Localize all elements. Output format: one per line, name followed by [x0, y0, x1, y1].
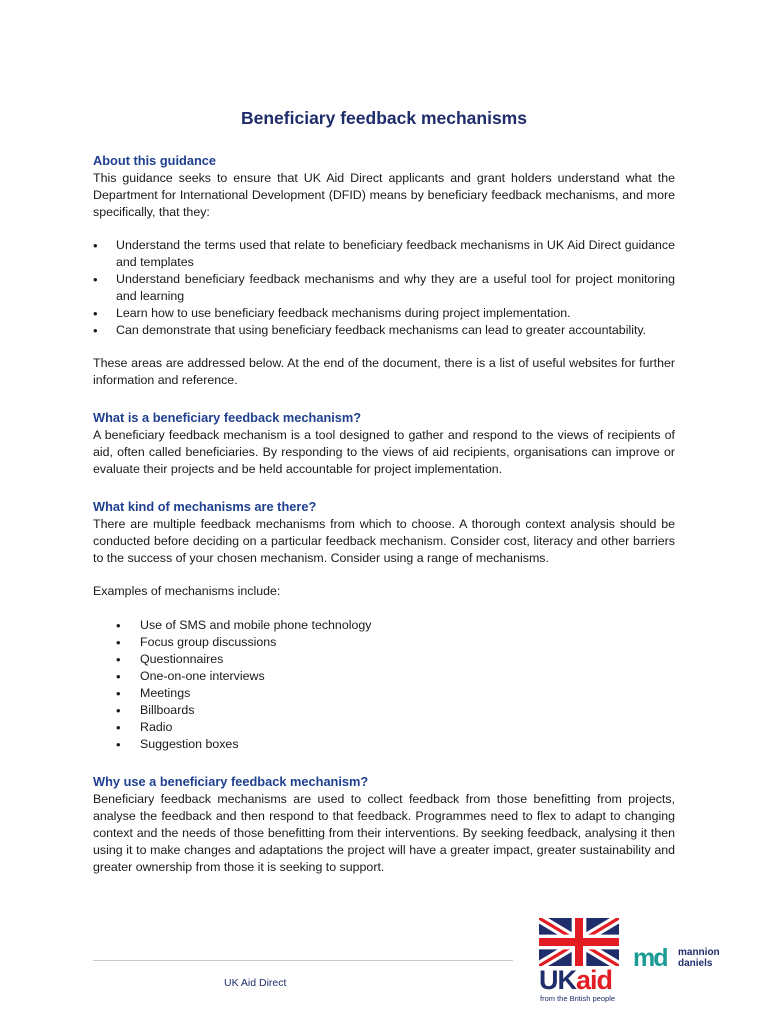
list-item: • One-on-one interviews	[93, 668, 675, 685]
about-bullet-list	[93, 237, 675, 339]
about-intro: This guidance seeks to ensure that UK Aid Direct applicants and grant holders understand what the Department for International Development (DFID) means by beneficiary feedback mechanisms, and more specifically, that they:	[93, 171, 675, 219]
section-heading-why: Why use a beneficiary feedback mechanism?	[93, 774, 369, 789]
footer-divider	[93, 960, 513, 961]
kinds-body: There are multiple feedback mechanisms from which to choose. A thorough context analysis should be conducted before deciding on a particular feedback mechanism. Consider cost, literacy and other barriers to the success of your chosen mechanism. Consider using a range of mechanisms.	[93, 517, 675, 565]
examples-intro: Examples of mechanisms include:	[93, 584, 281, 598]
list-item: • Focus group discussions	[93, 634, 675, 651]
mannion-daniels-logo	[633, 944, 743, 974]
list-item: • Learn how to use beneficiary feedback mechanisms during project implementation.	[93, 305, 675, 322]
what-is-body: A beneficiary feedback mechanism is a tool designed to gather and respond to the views of recipients of aid, often called beneficiaries. By responding to the views of aid recipients, organisations can improve or evaluate their projects and be held accountable for project implementation.	[93, 428, 675, 476]
ukaid-tagline: from the British people	[540, 994, 616, 1003]
list-item: • Radio	[93, 719, 675, 736]
list-item: • Understand beneficiary feedback mechanisms and why they are a useful tool for project monitoring and learning	[93, 271, 675, 305]
list-item: • Billboards	[93, 702, 675, 719]
list-item: • Suggestion boxes	[93, 736, 675, 753]
list-item: • Use of SMS and mobile phone technology	[93, 617, 675, 634]
examples-bullet-list	[93, 617, 675, 753]
list-item: • Questionnaires	[93, 651, 675, 668]
md-wordmark: mannion daniels	[678, 947, 720, 969]
section-heading-what-is: What is a beneficiary feedback mechanism?	[93, 410, 362, 425]
list-item: • Can demonstrate that using beneficiary feedback mechanisms can lead to greater accountability.	[93, 322, 675, 339]
footer-text: UK Aid Direct	[224, 977, 287, 989]
document-title: Beneficiary feedback mechanisms	[241, 108, 527, 128]
document-body	[93, 152, 675, 876]
why-body: Beneficiary feedback mechanisms are used to collect feedback from those benefitting from projects, analyse the feedback and then respond to that feedback. Programmes need to flex to adapt to changing context and the needs of those benefitting from their interventions. By seeking feedback, analysing it then using it to make changes and adaptations the project will have a greater impact, greater sustainability and greater ownership from those it is seeking to support.	[93, 792, 675, 874]
ukaid-wordmark: UKaid	[539, 965, 613, 995]
md-mark-icon: md	[633, 944, 667, 972]
section-heading-about: About this guidance	[93, 153, 216, 168]
section-heading-kinds: What kind of mechanisms are there?	[93, 499, 317, 514]
about-outro: These areas are addressed below. At the end of the document, there is a list of useful websites for further information and reference.	[93, 356, 675, 387]
ukaid-logo	[539, 918, 621, 1003]
list-item: • Understand the terms used that relate to beneficiary feedback mechanisms in UK Aid Direct guidance and templates	[93, 237, 675, 271]
union-flag-icon	[539, 918, 619, 966]
list-item: • Meetings	[93, 685, 675, 702]
